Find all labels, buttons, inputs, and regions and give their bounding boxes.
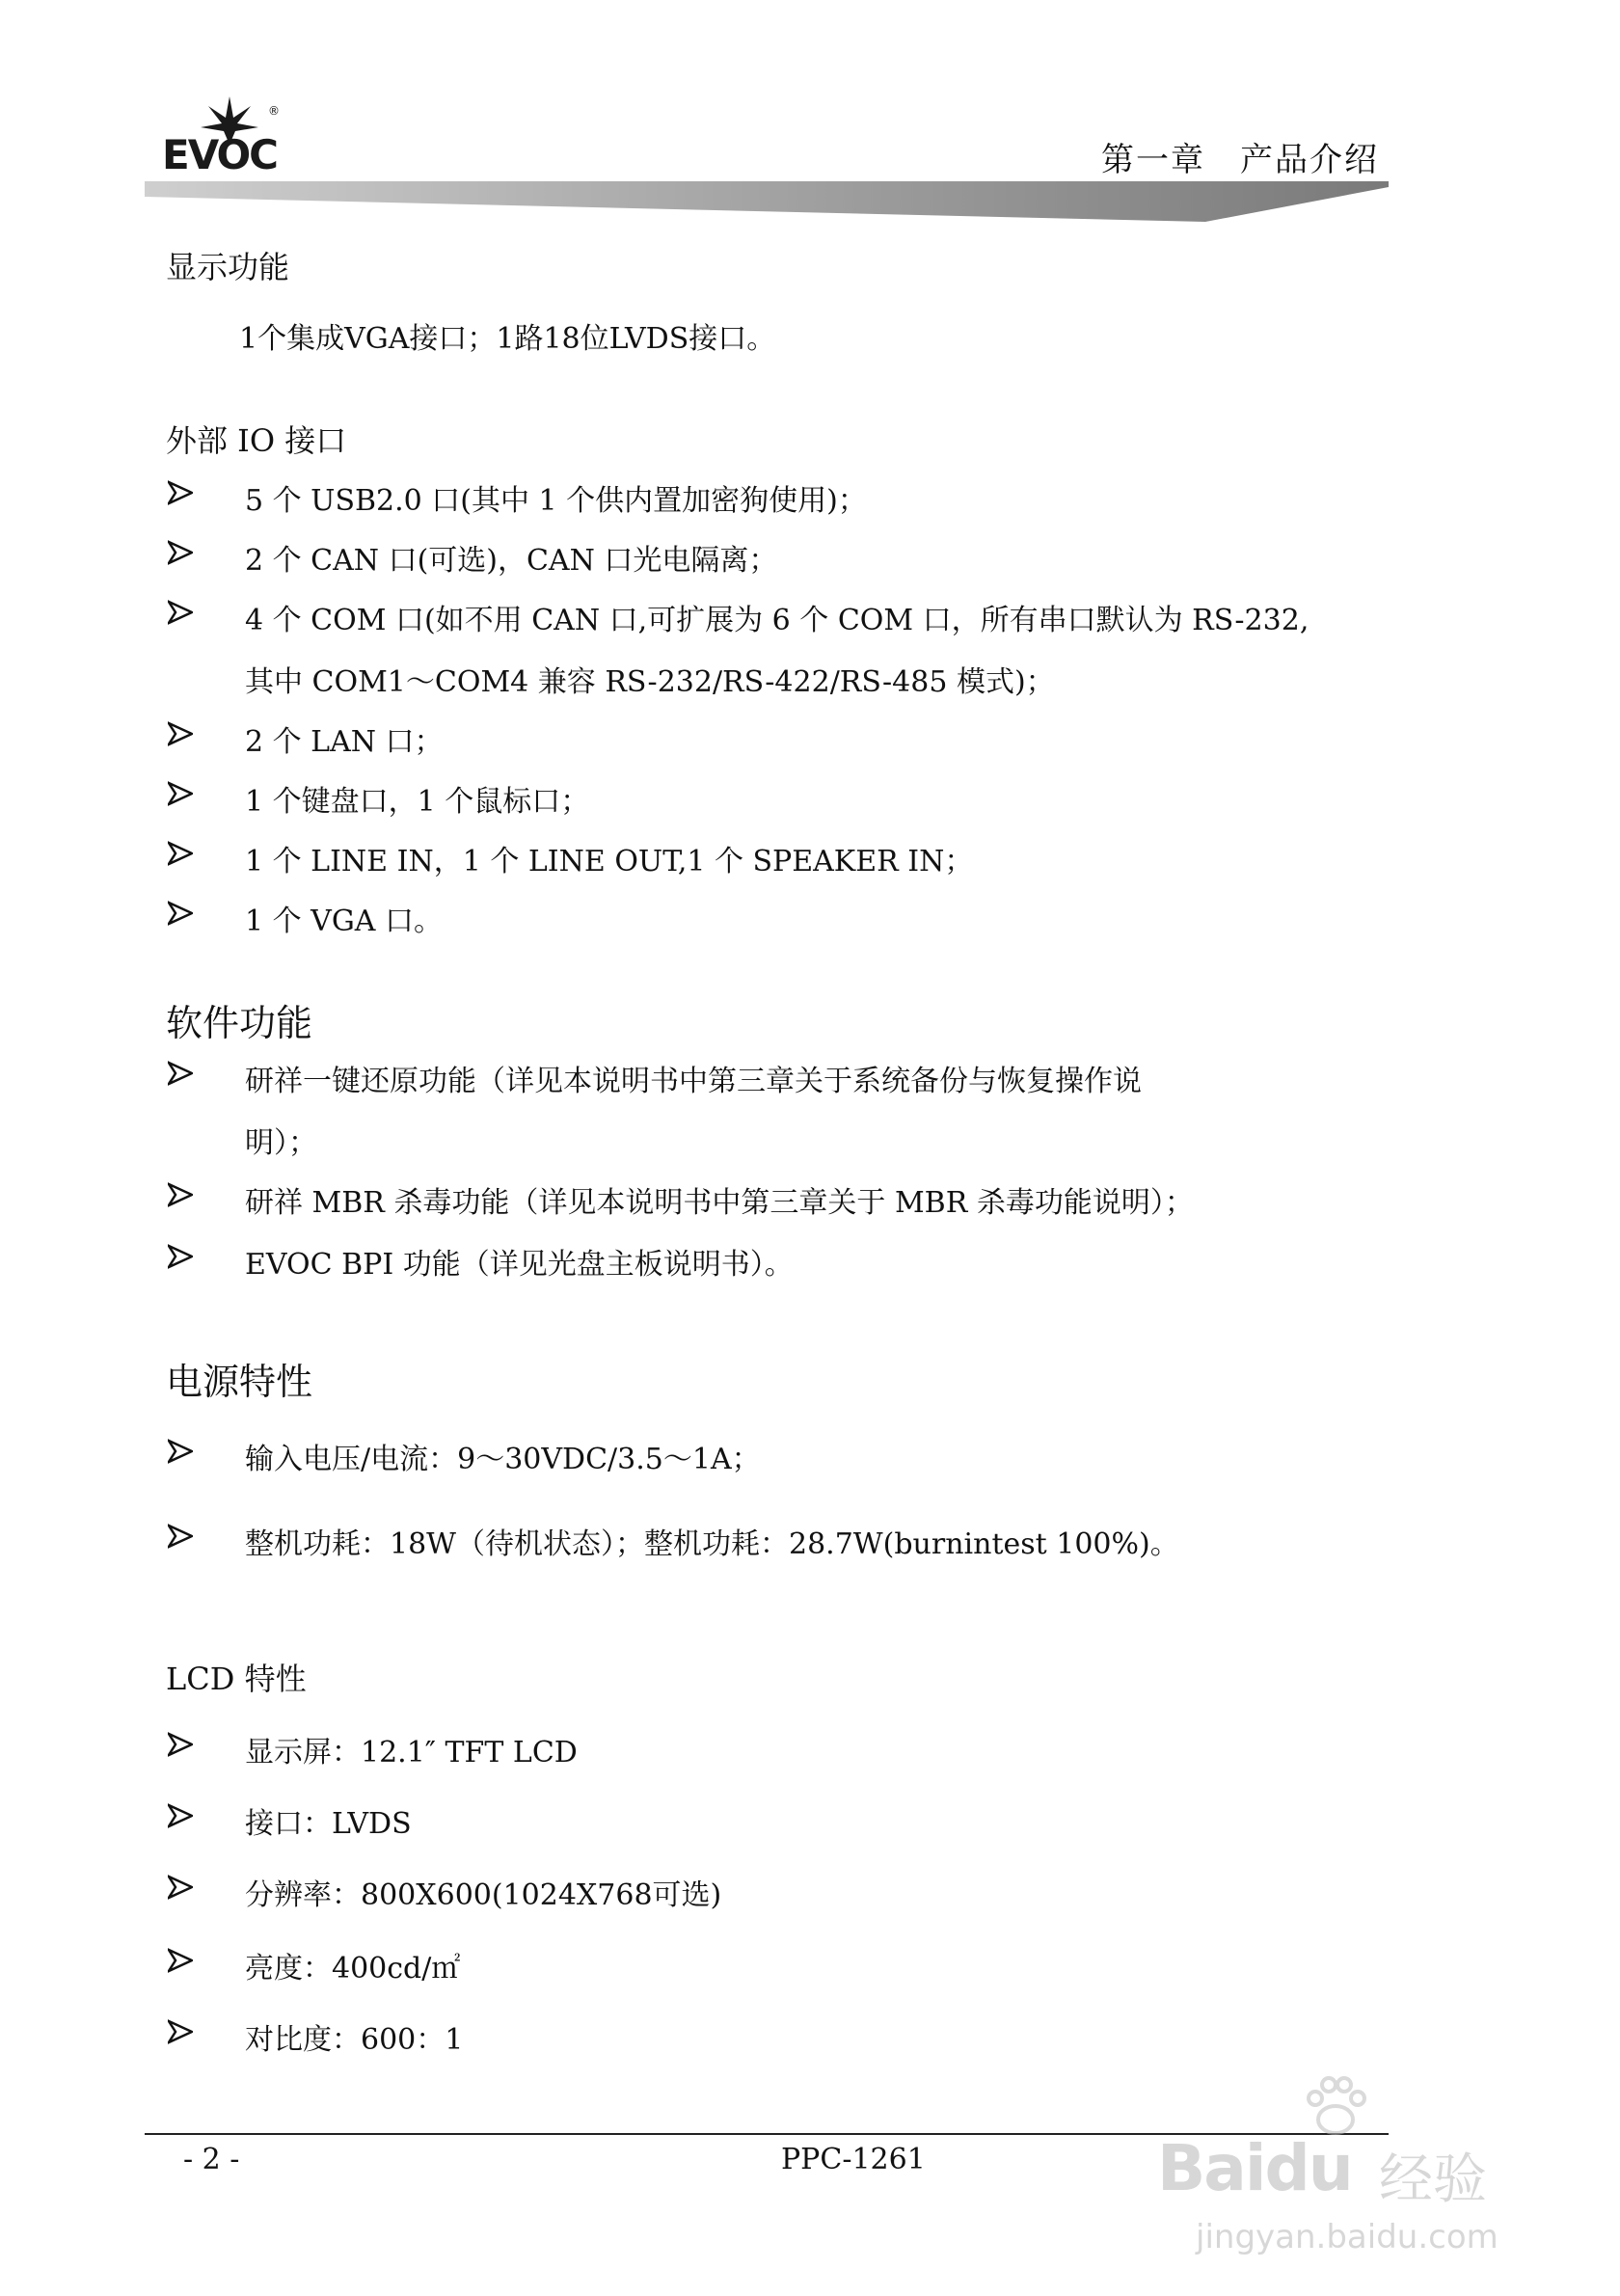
arrow-bullet-icon (168, 1948, 193, 1973)
display-text: 1个集成VGA接口；1路18位LVDS接口。 (239, 322, 776, 356)
arrow-bullet-icon (168, 1439, 193, 1464)
arrow-bullet-icon (168, 721, 193, 746)
io-heading: 外部 IO 接口 (166, 422, 347, 459)
lcd-heading: LCD 特性 (166, 1661, 307, 1697)
watermark-url: jingyan.baidu.com (1196, 2218, 1498, 2256)
arrow-bullet-icon (168, 841, 193, 866)
model-name: PPC-1261 (781, 2143, 926, 2176)
arrow-bullet-icon (168, 1244, 193, 1269)
arrow-bullet-icon (168, 1803, 193, 1828)
registered-mark: ® (268, 104, 280, 118)
arrow-bullet-icon (168, 1061, 193, 1086)
list-item-continuation: 其中 COM1～COM4 兼容 RS-232/RS-422/RS-485 模式)； (245, 665, 1055, 699)
arrow-bullet-icon (168, 1182, 193, 1207)
evoc-logo (162, 96, 287, 183)
chapter-title: 第一章 产品介绍 (1101, 141, 1379, 179)
arrow-bullet-icon (168, 2019, 193, 2044)
arrow-bullet-icon (168, 540, 193, 565)
header-divider (145, 181, 1389, 222)
arrow-bullet-icon (168, 480, 193, 505)
page-number: - 2 - (183, 2143, 240, 2176)
arrow-bullet-icon (168, 1524, 193, 1549)
arrow-bullet-icon (168, 901, 193, 926)
arrow-bullet-icon (168, 1732, 193, 1757)
display-heading: 显示功能 (166, 249, 290, 285)
logo-text: EVOC (162, 131, 277, 178)
software-heading: 软件功能 (166, 1002, 313, 1044)
baidu-watermark (1157, 2073, 1543, 2276)
power-heading: 电源特性 (166, 1361, 313, 1403)
arrow-bullet-icon (168, 1875, 193, 1900)
arrow-bullet-icon (168, 781, 193, 806)
watermark-suffix: 经验 (1379, 2148, 1487, 2211)
list-item-continuation: 明）； (245, 1126, 317, 1160)
arrow-bullet-icon (168, 600, 193, 625)
watermark-brand: Baidu (1157, 2131, 1352, 2205)
